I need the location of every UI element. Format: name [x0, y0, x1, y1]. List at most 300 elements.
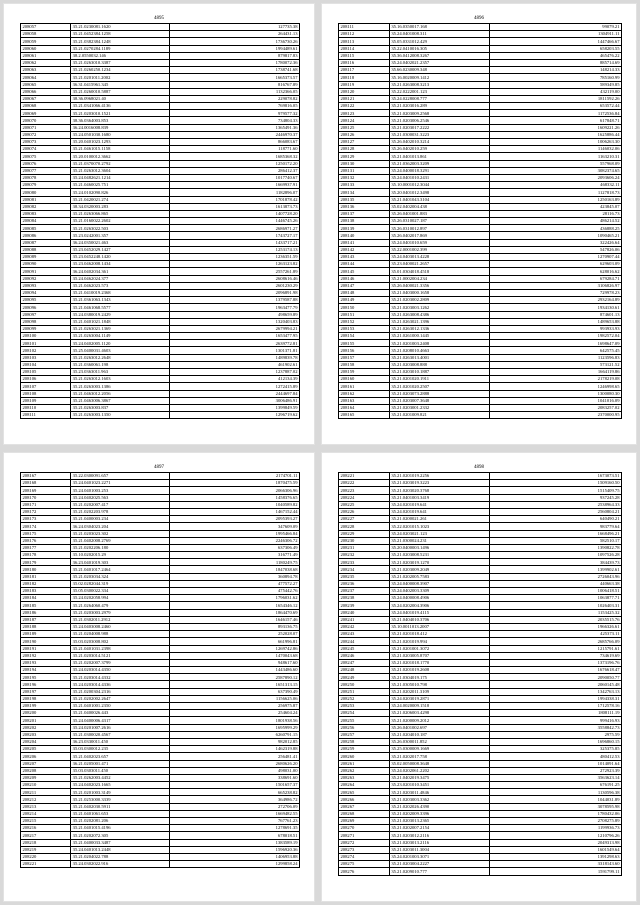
value-cell: 127735.38	[169, 24, 299, 31]
row-id-cell: 208230	[339, 537, 390, 544]
value-cell: 1433717.21	[169, 239, 299, 246]
code-cell: 35.21.0203008.888	[389, 361, 489, 368]
value-cell: 1296719.62	[169, 412, 299, 419]
value-cell: 637306.49	[169, 544, 299, 551]
value-cell: 1163210.31	[490, 153, 622, 160]
row-id-cell: 208182	[21, 580, 71, 587]
code-cell: 35.21.0202007.3799	[71, 659, 170, 666]
row-id-cell: 208260	[339, 753, 390, 760]
table-row	[339, 24, 622, 31]
table-row	[21, 695, 300, 702]
code-cell: 35.21.0203002.2809	[389, 297, 489, 304]
code-cell: 35.21.0300024.231	[389, 537, 489, 544]
row-id-cell: 208102	[21, 347, 71, 354]
value-cell: 2093606.24	[490, 174, 622, 181]
table-row	[21, 304, 300, 311]
code-cell: 35.03.0303011.450	[71, 767, 170, 774]
table-row	[339, 340, 622, 347]
row-id-cell: 208255	[339, 717, 390, 724]
code-cell: 35.22.0300091.657	[71, 473, 170, 480]
value-cell: 1300080.30	[490, 390, 622, 397]
table-row	[21, 139, 300, 146]
code-cell: 35.24.0401010.659	[389, 239, 489, 246]
value-cell: 1383589.19	[169, 839, 299, 846]
code-cell: 35.21.0263012.1336	[389, 325, 489, 332]
code-cell: 35.01.0304018.4518	[389, 268, 489, 275]
row-id-cell: 208109	[21, 397, 71, 404]
value-cell: 1130596.38	[490, 789, 622, 796]
row-id-cell: 208063	[21, 67, 71, 74]
table-row	[339, 254, 622, 261]
table-row	[339, 480, 622, 487]
code-cell: 35.24.0403008.2460	[71, 623, 170, 630]
code-cell: 35.21.0302011.2912	[71, 616, 170, 623]
row-id-cell: 208256	[339, 724, 390, 731]
table-row	[21, 210, 300, 217]
table-row	[21, 412, 300, 419]
table-row	[339, 659, 622, 666]
value-cell: 1379587.88	[169, 297, 299, 304]
value-cell: 272923.39	[490, 767, 622, 774]
table-row	[339, 246, 622, 253]
row-id-cell: 208183	[21, 588, 71, 595]
code-cell: 35.21.0203009.2568	[389, 110, 489, 117]
code-cell: 35.24.0401010.2431	[389, 174, 489, 181]
code-cell: 35.24.0400008.4906	[389, 595, 489, 602]
table-row	[21, 544, 300, 551]
row-id-cell: 208234	[339, 566, 390, 573]
table-row	[21, 767, 300, 774]
code-cell: 35.21.0230081.1620	[71, 24, 170, 31]
value-cell: 1934130.61	[490, 304, 622, 311]
value-cell: 1470043.68	[169, 652, 299, 659]
value-cell: 360894.78	[169, 573, 299, 580]
row-id-cell: 208147	[339, 282, 390, 289]
table-row	[339, 710, 622, 717]
value-cell: 1515409.75	[490, 487, 622, 494]
code-cell: 35.21.0206003.4298	[389, 710, 489, 717]
row-id-cell: 208106	[21, 376, 71, 383]
table-row	[21, 67, 300, 74]
code-cell: 35.10.0011013.2007	[389, 623, 489, 630]
row-id-cell: 208071	[21, 124, 71, 131]
row-id-cell: 208087	[21, 239, 71, 246]
code-cell: 35.21.0203013.2116	[389, 839, 489, 846]
row-id-cell: 208242	[339, 623, 390, 630]
table-row	[21, 24, 300, 31]
table-row	[21, 52, 300, 59]
row-id-cell: 208089	[21, 254, 71, 261]
code-cell: 35.21.0203006.2546	[389, 117, 489, 124]
code-cell: 35.21.0404010.3706	[389, 616, 489, 623]
code-cell: 35.24.0462024.377	[71, 275, 170, 282]
table-row	[21, 232, 300, 239]
table-row	[21, 552, 300, 559]
row-id-cell: 208149	[339, 297, 390, 304]
row-id-cell: 208218	[21, 839, 71, 846]
table-row	[339, 566, 622, 573]
table-row	[339, 695, 622, 702]
code-cell: 35.21.0362003.3209	[389, 160, 489, 167]
code-cell: 35.21.0203014.5121	[71, 652, 170, 659]
value-cell: 1698647.09	[490, 340, 622, 347]
value-cell: 1278691.35	[169, 825, 299, 832]
value-cell: 2608616.46	[169, 275, 299, 282]
code-cell: 35.21.0264060.479	[71, 602, 170, 609]
row-id-cell: 208232	[339, 552, 390, 559]
value-cell: 547826.06	[490, 246, 622, 253]
table-row	[21, 731, 300, 738]
row-id-cell: 208227	[339, 516, 390, 523]
code-cell: 35.24.0501030.1680	[71, 131, 170, 138]
value-cell: 1665373.57	[169, 74, 299, 81]
value-cell: 384439.73	[490, 559, 622, 566]
table-row	[339, 731, 622, 738]
table-row	[21, 789, 300, 796]
table-row	[339, 117, 622, 124]
code-cell: 35.21.0203003.2979	[71, 609, 170, 616]
table-row	[339, 383, 622, 390]
table-row	[339, 846, 622, 853]
code-cell: 35.21.0202002.2647	[71, 695, 170, 702]
value-cell: 1591799.11	[490, 868, 622, 875]
code-cell: 35.21.0203010.1521	[71, 110, 170, 117]
row-id-cell: 208105	[21, 369, 71, 376]
value-cell: 2557261.89	[169, 268, 299, 275]
table-row	[339, 59, 622, 66]
table-row	[21, 523, 300, 530]
table-row	[339, 333, 622, 340]
code-cell: 38.2.0550032.146	[71, 52, 170, 59]
value-cell: 322426.64	[490, 239, 622, 246]
document-page-2	[321, 3, 637, 445]
code-cell: 35.21.0203017.2222	[389, 124, 489, 131]
value-cell: 1489839.78	[169, 354, 299, 361]
row-id-cell: 208274	[339, 853, 390, 860]
row-id-cell: 208119	[339, 81, 390, 88]
row-id-cell: 208074	[21, 146, 71, 153]
row-id-cell: 208131	[339, 167, 390, 174]
table-row	[339, 81, 622, 88]
value-cell: 1467152.44	[169, 508, 299, 515]
table-row	[21, 311, 300, 318]
table-row	[339, 760, 622, 767]
table-row	[339, 530, 622, 537]
row-id-cell: 208121	[339, 95, 390, 102]
table-row	[339, 796, 622, 803]
code-cell: 35.21.0203005.8707	[389, 652, 489, 659]
value-cell: 468332.11	[490, 182, 622, 189]
code-cell: 35.26.0402010.259	[389, 146, 489, 153]
table-row	[21, 203, 300, 210]
code-cell: 35.26.0402017.869	[389, 232, 489, 239]
code-cell: 35.21.0204022.788	[71, 853, 170, 860]
code-cell: 35.21.0382384.1248	[71, 38, 170, 45]
value-cell: 734804.33	[169, 117, 299, 124]
data-table	[20, 472, 300, 868]
code-cell: 35.21.0200009.2012	[389, 717, 489, 724]
code-cell: 35.21.0401015.4196	[71, 825, 170, 832]
value-cell: 1017740.67	[169, 174, 299, 181]
table-row	[21, 218, 300, 225]
row-id-cell: 208107	[21, 383, 71, 390]
value-cell: 2686971.27	[169, 225, 299, 232]
code-cell: 35.21.0201019.994	[389, 638, 489, 645]
row-id-cell: 208239	[339, 602, 390, 609]
row-id-cell: 208158	[339, 361, 390, 368]
page-header: 4897	[154, 465, 164, 470]
code-cell: 35.21.0203003.1262	[389, 304, 489, 311]
table-row	[339, 361, 622, 368]
table-row	[21, 688, 300, 695]
value-cell: 1365491.36	[169, 124, 299, 131]
row-id-cell: 208081	[21, 196, 71, 203]
value-cell: 2587890.12	[169, 674, 299, 681]
code-cell: 35.21.0401043.3104	[389, 196, 489, 203]
code-cell: 35.21.0263012.3604	[71, 167, 170, 174]
value-cell: 1673073.51	[490, 473, 622, 480]
code-cell: 35.21.0202206.180	[71, 544, 170, 551]
row-id-cell: 208163	[339, 397, 390, 404]
row-id-cell: 208132	[339, 174, 390, 181]
value-cell: 6260791.15	[169, 731, 299, 738]
code-cell: 35.24.0402025.563	[71, 494, 170, 501]
code-cell: 35.21.0201019.2256	[389, 473, 489, 480]
table-row	[339, 738, 622, 745]
table-row	[21, 246, 300, 253]
value-cell: 653572.44	[490, 103, 622, 110]
row-id-cell: 208140	[339, 232, 390, 239]
row-id-cell: 208180	[21, 566, 71, 573]
code-cell: 35.21.0462023.573	[71, 282, 170, 289]
code-cell: 35.21.0401017.2464	[71, 566, 170, 573]
code-cell: 35.21.0263008.3213	[389, 81, 489, 88]
row-id-cell: 208237	[339, 588, 390, 595]
code-cell: 35.21.0460025.751	[71, 182, 170, 189]
row-id-cell: 208073	[21, 139, 71, 146]
code-cell: 35.26.0300011.852	[389, 738, 489, 745]
table-row	[339, 580, 622, 587]
value-cell: 1026403.31	[490, 602, 622, 609]
code-cell: 35.02.0050008.3648	[389, 760, 489, 767]
table-row	[339, 376, 622, 383]
value-cell: 423845.07	[490, 203, 622, 210]
value-cell: 2538964.33	[490, 501, 622, 508]
value-cell: 1696860.15	[490, 738, 622, 745]
table-row	[21, 297, 300, 304]
table-row	[21, 59, 300, 66]
value-cell: 1407728.20	[169, 210, 299, 217]
row-id-cell: 208266	[339, 796, 390, 803]
code-cell: 35.21.0420021.274	[71, 196, 170, 203]
code-cell: 35.22.0222001.123	[389, 88, 489, 95]
row-id-cell: 208134	[339, 189, 390, 196]
row-id-cell: 208153	[339, 325, 390, 332]
table-row	[339, 825, 622, 832]
table-row	[339, 810, 622, 817]
table-row	[21, 602, 300, 609]
value-cell: 1250163.89	[490, 196, 622, 203]
value-cell: 1063877.71	[490, 595, 622, 602]
row-id-cell: 208269	[339, 818, 390, 825]
table-row	[21, 559, 300, 566]
table-row	[21, 724, 300, 731]
row-id-cell: 208168	[21, 480, 71, 487]
row-id-cell: 208157	[339, 354, 390, 361]
value-cell: 1738741.68	[169, 67, 299, 74]
row-id-cell: 208118	[339, 74, 390, 81]
row-id-cell: 208217	[21, 832, 71, 839]
code-cell: 35.20.0100012.3662	[71, 153, 170, 160]
code-cell: 35.21.0203013.2365	[389, 818, 489, 825]
table-row	[339, 616, 622, 623]
code-cell: 35.24.0401023.2271	[71, 480, 170, 487]
table-row	[21, 131, 300, 138]
code-cell: 35.21.0203004.2227	[389, 861, 489, 868]
value-cell: 1172536.84	[490, 110, 622, 117]
value-cell: 1808111.19	[490, 710, 622, 717]
row-id-cell: 208178	[21, 552, 71, 559]
code-cell: 35.26.0400021.3356	[389, 282, 489, 289]
row-id-cell: 208160	[339, 376, 390, 383]
row-id-cell: 208064	[21, 74, 71, 81]
row-id-cell: 208192	[21, 652, 71, 659]
table-row	[339, 674, 622, 681]
value-cell: 1712578.16	[490, 703, 622, 710]
page-header: 4895	[154, 16, 164, 21]
value-cell: 629603.09	[490, 261, 622, 268]
value-cell: 2726043.96	[490, 573, 622, 580]
row-id-cell: 208127	[339, 139, 390, 146]
value-cell: 1299858.24	[169, 861, 299, 868]
code-cell: 35.10.0001012.3044	[389, 182, 489, 189]
value-cell: 338691.60	[169, 774, 299, 781]
code-cell: 35.21.0200304.2316	[71, 688, 170, 695]
code-cell: 35.24.0400006.4317	[71, 717, 170, 724]
code-cell: 35.21.0263012.2648	[71, 354, 170, 361]
code-cell: 35.23.0462008.1434	[71, 261, 170, 268]
value-cell: 2246306.72	[169, 537, 299, 544]
table-row	[21, 703, 300, 710]
row-id-cell: 208128	[339, 146, 390, 153]
value-cell: 1668496.21	[490, 530, 622, 537]
table-row	[339, 753, 622, 760]
code-cell: 36.23.0401019.303	[71, 559, 170, 566]
table-row	[339, 494, 622, 501]
table-row	[21, 537, 300, 544]
value-cell: 582510.17	[490, 537, 622, 544]
table-row	[339, 74, 622, 81]
row-id-cell: 208144	[339, 261, 390, 268]
row-id-cell: 208137	[339, 210, 390, 217]
code-cell: 35.21.0203011.3004	[389, 846, 489, 853]
value-cell: 425373.11	[490, 631, 622, 638]
code-cell: 35.23.0363011.963	[71, 369, 170, 376]
value-cell: 461902.61	[169, 361, 299, 368]
code-cell: 35.21.0202005.7583	[389, 573, 489, 580]
row-id-cell: 208224	[339, 494, 390, 501]
table-row	[21, 738, 300, 745]
row-id-cell: 208193	[21, 659, 71, 666]
value-cell: 486214.52	[490, 218, 622, 225]
table-row	[21, 796, 300, 803]
row-id-cell: 208211	[21, 789, 71, 796]
row-id-cell: 208083	[21, 210, 71, 217]
code-cell: 35.21.0202011.3109	[389, 688, 489, 695]
table-row	[21, 189, 300, 196]
row-id-cell: 208207	[21, 760, 71, 767]
value-cell: 229078.82	[169, 95, 299, 102]
row-id-cell: 208135	[339, 196, 390, 203]
code-cell: 35.21.0203019.3223	[389, 480, 489, 487]
table-row	[339, 559, 622, 566]
value-cell: 628016.62	[490, 268, 622, 275]
code-cell: 35.21.0400003.234	[71, 516, 170, 523]
table-row	[339, 404, 622, 411]
table-row	[21, 652, 300, 659]
code-cell: 35.21.0203011.4846	[389, 789, 489, 796]
code-cell: 35.21.0263021.1369	[71, 325, 170, 332]
table-row	[339, 602, 622, 609]
table-row	[21, 825, 300, 832]
table-row	[339, 261, 622, 268]
row-id-cell: 208079	[21, 182, 71, 189]
code-cell: 35.02.0402004.438	[389, 203, 489, 210]
table-row	[339, 95, 622, 102]
code-cell: 38.34.0320003.283	[71, 203, 170, 210]
value-cell: 665238.82	[169, 789, 299, 796]
value-cell: 1182896.07	[169, 189, 299, 196]
value-cell: 1399902.61	[490, 566, 622, 573]
page-header: 4896	[474, 16, 484, 21]
value-cell: 2174701.11	[169, 473, 299, 480]
value-cell: 1246998.65	[490, 383, 622, 390]
value-cell: 1156625.06	[169, 695, 299, 702]
row-id-cell: 208258	[339, 738, 390, 745]
value-cell: 1399849.59	[169, 404, 299, 411]
row-id-cell: 208062	[21, 59, 71, 66]
row-id-cell: 208069	[21, 110, 71, 117]
row-id-cell: 208220	[21, 853, 71, 860]
row-id-cell: 208143	[339, 254, 390, 261]
row-id-cell: 208123	[339, 110, 390, 117]
table-row	[339, 196, 622, 203]
code-cell: 35.21.0300031.3223	[389, 131, 489, 138]
value-cell: 465476.22	[490, 52, 622, 59]
code-cell: 35.21.0204008.988	[71, 631, 170, 638]
code-cell: 35.24.0403013.4228	[389, 254, 489, 261]
code-cell: 35.21.0201001.3072	[389, 645, 489, 652]
code-cell: 35.24.0401003.253	[71, 487, 170, 494]
code-cell: 35.21.0402019.3475	[389, 774, 489, 781]
row-id-cell: 208219	[21, 846, 71, 853]
row-id-cell: 208251	[339, 688, 390, 695]
code-cell: 35.26.0402010.3214	[389, 139, 489, 146]
row-id-cell: 208194	[21, 667, 71, 674]
code-cell: 35.24.0302022.916	[71, 861, 170, 868]
table-row	[21, 861, 300, 868]
table-row	[21, 480, 300, 487]
table-row	[21, 347, 300, 354]
code-cell: 35.21.0202203.978	[71, 508, 170, 515]
table-row	[21, 573, 300, 580]
table-row	[21, 774, 300, 781]
table-row	[21, 196, 300, 203]
value-cell: 3318143.60	[490, 861, 622, 868]
code-cell: 38.36.0968021.40	[71, 95, 170, 102]
row-id-cell: 208130	[339, 160, 390, 167]
value-cell: 816767.89	[169, 81, 299, 88]
